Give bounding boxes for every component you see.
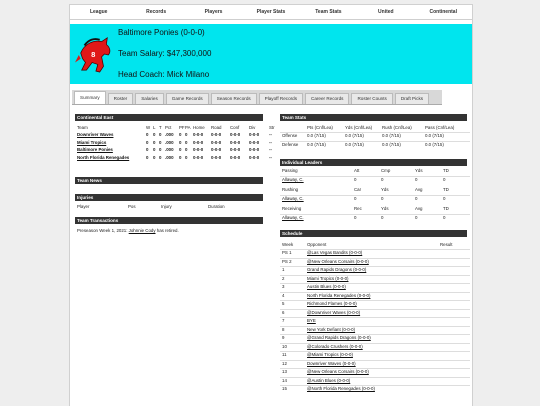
schedule-opponent-link[interactable]: Richmond Flames (0-0-0) (307, 301, 357, 306)
standings-cell: 0 (153, 132, 156, 137)
leaders-col: Receiving (282, 206, 302, 211)
transaction-entry (77, 228, 179, 233)
standings-cell: 0-0-0 (230, 147, 241, 152)
leaders-col: Yds (381, 206, 389, 211)
leaders-col: TD (443, 206, 449, 211)
team-stats-cell: 0.0 (7/15) (345, 133, 364, 138)
standings-cell: 0-0-0 (193, 139, 204, 145)
schedule-opponent-link[interactable]: @Grand Rapids Dragons (0-0-0) (307, 335, 371, 340)
leaders-col: TD (443, 187, 449, 192)
standings-cell: .000 (165, 147, 174, 152)
standings-cell: 0-0-0 (211, 147, 222, 152)
standings-cell: 0 (159, 154, 162, 160)
team-stats-cell: 0.0 (7/15) (425, 142, 444, 147)
schedule-opponent-link[interactable]: Grand Rapids Dragons (0-0-0) (307, 267, 367, 272)
leader-stat: 0 (415, 177, 418, 182)
standings-col-home: Home (193, 125, 205, 130)
standings-header: Continental East (75, 114, 263, 121)
schedule-week: 14 (282, 377, 287, 383)
team-stats-header: Team Stats (280, 114, 467, 121)
leader-stat: 0 (415, 196, 418, 201)
schedule-week: 3 (282, 284, 285, 289)
nav-records[interactable]: Records (146, 9, 167, 15)
injuries-header: Injuries (75, 194, 263, 201)
standings-cell: 0 (179, 139, 182, 145)
standings-cell: 0 (179, 132, 182, 137)
schedule-week: 2 (282, 275, 285, 281)
standings-cell: 0 (153, 139, 156, 145)
leaders-col: TD (443, 168, 449, 173)
team-stats-cell: Defense (282, 142, 299, 147)
schedule-week: 1 (282, 267, 285, 272)
schedule-opponent-link[interactable]: Downriver Waves (0-0-0) (307, 360, 356, 366)
team-tabs (72, 90, 442, 105)
top-nav (70, 5, 472, 20)
standings-cell: 0-0-0 (249, 154, 260, 160)
standings-col-w: W (146, 125, 151, 130)
schedule-week: 10 (282, 343, 287, 349)
standings-cell: 0 (159, 132, 162, 137)
standings-cell: .000 (165, 132, 174, 137)
head-coach: Head Coach: Mick Milano (118, 70, 210, 79)
schedule-week: 6 (282, 309, 285, 315)
leader-stat: 0 (381, 215, 384, 220)
team-stats-col: Pts (Cnf/Lea) (307, 125, 333, 130)
injuries-col-duration: Duration (208, 204, 225, 209)
standings-cell: .000 (165, 139, 174, 145)
standings-cell: 0-0-0 (193, 132, 204, 137)
tab-salaries[interactable]: Salaries (135, 93, 164, 104)
leaders-col: Rec (354, 206, 362, 211)
standings-cell: 0-0-0 (211, 132, 222, 137)
tab-game-records[interactable]: Game Records (166, 93, 209, 104)
team-stats-col: Pass (Cnf/Lea) (425, 125, 455, 130)
standings-cell: 0-0-0 (211, 139, 222, 145)
team-news-header: Team News (75, 177, 263, 184)
standings-cell: 0-0-0 (211, 154, 222, 160)
team-stats-cell: 0.0 (7/15) (307, 133, 326, 138)
standings-team-link[interactable]: North Florida Renegades (77, 154, 130, 160)
standings-cell: .000 (165, 154, 174, 160)
tab-career-records[interactable]: Career Records (305, 93, 349, 104)
team-stats-cell: 0.0 (7/15) (382, 142, 401, 147)
team-stats-cell: 0.0 (7/15) (382, 133, 401, 138)
standings-cell: -- (269, 147, 272, 152)
standings-cell: 0-0-0 (193, 147, 204, 152)
leader-stat: 0 (354, 177, 357, 182)
leader-stat: 0 (381, 177, 384, 182)
schedule-week: 9 (282, 335, 285, 340)
schedule-opponent-link[interactable]: @New Orleans Corsairs (0-0-0) (307, 369, 369, 374)
schedule-week: PS 2 (282, 258, 292, 264)
standings-cell: 0-0-0 (193, 154, 204, 160)
schedule-col-result: Result (440, 242, 453, 247)
team-stats-cell: 0.0 (7/15) (425, 133, 444, 138)
leaders-col: Cmp (381, 168, 391, 173)
schedule-opponent-link[interactable]: BYE (307, 318, 316, 323)
standings-col-road: Road (211, 125, 222, 130)
standings-col-l: L (153, 125, 156, 130)
schedule-opponent-link[interactable]: New York Defiant (0-0-0) (307, 326, 356, 332)
standings-cell: 0 (159, 147, 162, 152)
nav-player-stats[interactable]: Player Stats (256, 9, 286, 15)
leaders-col: Passing (282, 168, 298, 173)
standings-cell: 0 (159, 139, 162, 145)
standings-team-link[interactable]: Downriver Waves (77, 132, 114, 137)
standings-cell: 0 (179, 147, 182, 152)
standings-cell: 0-0-0 (249, 139, 260, 145)
leader-stat: 0 (415, 215, 418, 220)
schedule-col-week: Week (282, 242, 294, 247)
standings-cell: 0 (185, 154, 188, 160)
standings-col-div: Div (249, 125, 256, 130)
transaction-date: Preseason Week 1, 2021: (77, 228, 129, 233)
leaders-col: Rushing (282, 187, 299, 192)
tab-playoff-records[interactable]: Playoff Records (259, 93, 303, 104)
standings-cell: 0 (146, 132, 149, 137)
schedule-week: 7 (282, 318, 285, 323)
leaders-col: Car (354, 187, 362, 192)
injuries-col-injury: Injury (161, 204, 172, 209)
injuries-col-player: Player (77, 204, 90, 209)
tab-roster-counts[interactable]: Roster Counts (351, 93, 392, 104)
schedule-week: 4 (282, 292, 285, 298)
leader-stat: 0 (443, 177, 446, 182)
nav-continental[interactable]: Continental (429, 9, 457, 15)
standings-cell: 0 (153, 147, 156, 152)
standings-team-link[interactable]: Miami Tropics (77, 139, 107, 145)
schedule-opponent-link[interactable]: @Las Vegas Bandits (0-0-0) (307, 250, 363, 255)
leader-stat: 0 (354, 196, 357, 201)
standings-cell: 0 (146, 139, 149, 145)
leader-stat: 0 (443, 215, 446, 220)
standings-cell: 0 (146, 154, 149, 160)
leader-stat: 0 (443, 196, 446, 201)
team-stats-cell: 0.0 (7/15) (345, 142, 364, 147)
nav-players[interactable]: Players (204, 9, 223, 15)
team-stats-cell: Offense (282, 133, 298, 138)
team-banner (70, 24, 472, 84)
tab-summary[interactable]: Summary (74, 91, 106, 104)
standings-col-team: Team (77, 125, 88, 130)
leaders-header: Individual Leaders (280, 159, 467, 166)
standings-cell: -- (269, 132, 272, 137)
schedule-opponent-link[interactable]: @North Florida Renegades (0-0-0) (307, 386, 375, 391)
schedule-opponent-link[interactable]: @Downriver Waves (0-0-0) (307, 309, 361, 315)
transactions-header: Team Transactions (75, 217, 263, 224)
leaders-col: Avg (415, 206, 423, 211)
team-stats-cell: 0.0 (7/15) (307, 142, 326, 147)
nav-united[interactable]: United (378, 9, 394, 15)
nav-league[interactable]: League (89, 9, 108, 15)
standings-cell: 0 (146, 147, 149, 152)
team-stats-col: Rush (Cnf/Lea) (382, 125, 412, 130)
leaders-col: Yds (415, 168, 423, 173)
schedule-opponent-link[interactable]: @Austin Blues (0-0-0) (307, 377, 351, 383)
standings-cell: -- (269, 139, 272, 145)
schedule-opponent-link[interactable]: Miami Tropics (0-0-0) (307, 275, 349, 281)
standings-col-pf: PF (179, 125, 185, 130)
leader-player-link[interactable]: Allaway, C. (282, 177, 304, 182)
schedule-week: 5 (282, 301, 285, 306)
leaders-col: Yds (381, 187, 389, 192)
team-salary: Team Salary: $47,300,000 (118, 49, 212, 58)
tab-season-records[interactable]: Season Records (211, 93, 257, 104)
transaction-player-link[interactable]: Johnnie Cody (128, 228, 156, 233)
nav-team-stats[interactable]: Team Stats (315, 9, 342, 15)
standings-cell: 0-0-0 (230, 132, 241, 137)
standings-col-conf: Conf (230, 125, 240, 130)
schedule-opponent-link[interactable]: Austin Blues (0-0-0) (307, 284, 346, 289)
row-divider (280, 214, 470, 215)
leader-stat: 0 (354, 215, 357, 220)
svg-text:8: 8 (91, 49, 96, 59)
page-container (69, 4, 473, 406)
standings-cell: 0-0-0 (230, 139, 241, 145)
standings-cell: 0-0-0 (249, 132, 260, 137)
standings-col-pa: PA (185, 125, 191, 130)
team-logo-horse-icon (75, 34, 113, 74)
standings-cell: 0 (153, 154, 156, 160)
row-divider (280, 176, 470, 177)
standings-cell: 0-0-0 (249, 147, 260, 152)
leader-stat: 0 (381, 196, 384, 201)
tab-draft-picks[interactable]: Draft Picks (395, 93, 429, 104)
schedule-week: 15 (282, 386, 287, 391)
standings-cell: 0 (185, 147, 188, 152)
schedule-col-opponent: Opponent (307, 242, 327, 247)
standings-team-link[interactable]: Baltimore Ponies (77, 147, 113, 152)
schedule-opponent-link[interactable]: North Florida Renegades (0-0-0) (307, 292, 371, 298)
schedule-week: 12 (282, 360, 287, 366)
team-stats-col: Yds (Cnf/Lea) (345, 125, 373, 130)
schedule-week: 11 (282, 352, 287, 357)
schedule-header: Schedule (280, 230, 467, 237)
standings-cell: 0 (185, 139, 188, 145)
leaders-col: Avg (415, 187, 423, 192)
schedule-week: 8 (282, 326, 285, 332)
leader-player-link[interactable]: Allaway, C. (282, 215, 304, 220)
row-divider (280, 195, 470, 196)
schedule-opponent-link[interactable]: @Miami Tropics (0-0-0) (307, 352, 353, 357)
standings-cell: -- (269, 154, 272, 160)
transaction-text: has retired. (155, 228, 179, 233)
standings-col-pct: Pct (165, 125, 172, 130)
injuries-col-pos: Pos (128, 204, 136, 209)
standings-col-t: T (159, 125, 162, 130)
schedule-week: PS 1 (282, 250, 292, 255)
standings-col-str: Str (269, 125, 275, 130)
schedule-opponent-link[interactable]: @New Orleans Corsairs (0-0-0) (307, 258, 369, 264)
leaders-col: Att (354, 168, 360, 173)
standings-cell: 0 (179, 154, 182, 160)
standings-cell: 0 (185, 132, 188, 137)
schedule-opponent-link[interactable]: @Colorado Crushers (0-0-0) (307, 343, 363, 349)
standings-cell: 0-0-0 (230, 154, 241, 160)
leader-player-link[interactable]: Allaway, C. (282, 196, 304, 201)
team-name: Baltimore Ponies (0-0-0) (118, 28, 205, 37)
schedule-week: 13 (282, 369, 287, 374)
tab-roster[interactable]: Roster (108, 93, 134, 104)
